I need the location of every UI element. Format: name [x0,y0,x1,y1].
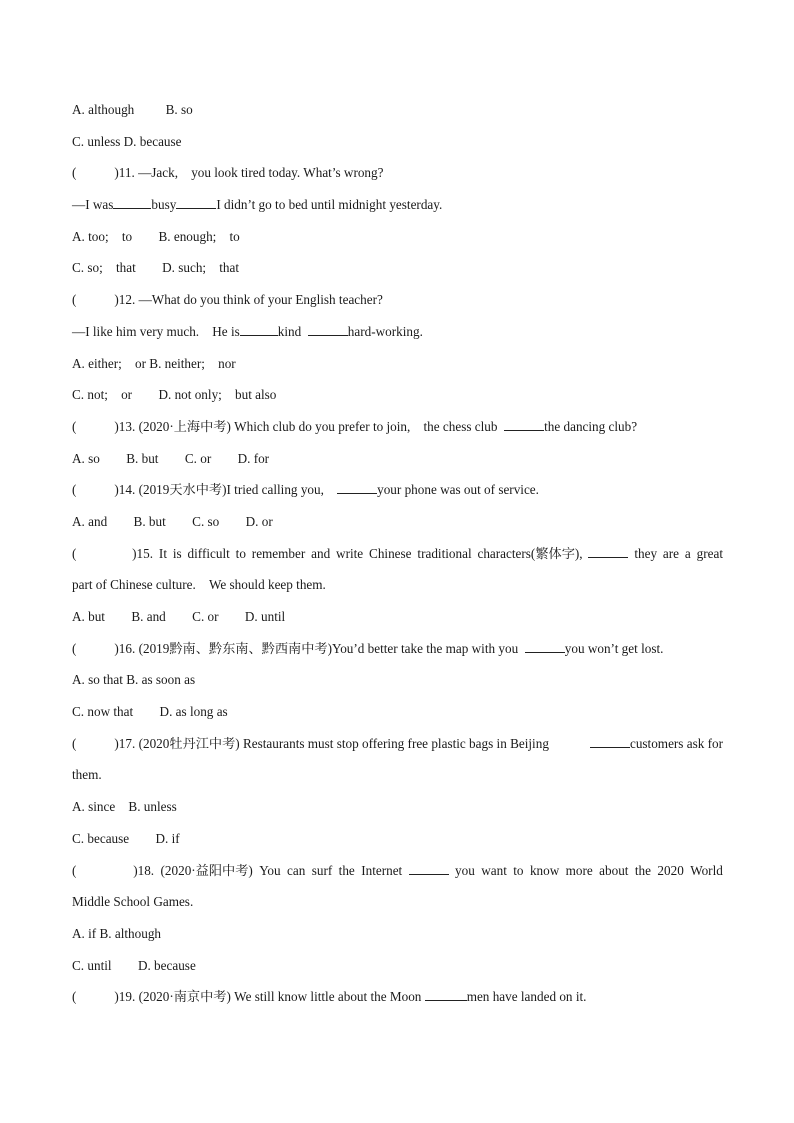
q14-stem [72,481,723,513]
q10-option-cd: C. unless D. because [72,133,182,149]
q18-stem [72,862,723,894]
blank [525,640,565,653]
blank [337,481,377,494]
q11-options-2 [72,259,723,291]
q11-stem-text: )11. —Jack, you look tired today. What’s wrong? [114,165,384,181]
answer-paren: ( [72,482,77,498]
q16-stem-b: you won’t get lost. [564,640,664,656]
worksheet-page [72,101,723,1020]
q18-word: to [513,862,524,878]
q17-stem-b: customers ask for [629,735,723,751]
q18-options-2 [72,957,723,989]
q11-options-cd: C. so; that D. such; that [72,260,240,276]
q17-stem-continued [72,766,723,798]
q18-word: want [481,862,507,878]
q17-options-ab: A. since B. unless [72,799,177,815]
q15-word: to [235,545,246,561]
answer-paren: ( [72,165,77,181]
q11-options-1 [72,228,723,260]
q18-word: more [565,862,593,878]
q12-stem-text: )12. —What do you think of your English teacher? [114,292,383,308]
q16-stem-a: )16. (2019黔南、黔东南、黔西南中考)You’d better take the map with you [114,640,519,656]
q18-options-1 [72,925,723,957]
blank [590,735,630,748]
q10-option-b: B. so [165,102,193,117]
q18-word: about [599,862,629,878]
q10-option-a: A. although [72,102,135,117]
q16-stem [72,640,723,672]
q19-stem [72,988,723,1020]
q18-word: You [259,862,281,878]
q12-response-b: kind [277,323,302,339]
q15-word: write [336,545,364,561]
blank [240,323,278,336]
q15-word: )15. [132,545,154,561]
q18-word: )18. [133,862,155,878]
answer-paren: ( [72,292,77,308]
q16-options-cd: C. now that D. as long as [72,704,228,720]
q11-response-b: busy [151,197,177,213]
blank [308,323,348,336]
q17-options-cd: C. because D. if [72,830,180,846]
q15-stem-b: part of Chinese culture. We should keep them. [72,577,326,593]
q18-word: you [455,862,475,878]
q15-word: It [158,545,167,561]
q15-word: Chinese [369,545,412,561]
q18-word: Internet [361,862,403,878]
q12-stem [72,291,723,323]
q16-options-1 [72,671,723,703]
q15-word: they [634,545,658,561]
q18-word: surf [311,862,333,878]
q18-stem-b: Middle School Games. [72,894,194,910]
answer-paren: ( [72,735,77,751]
q10-options-row-1 [72,101,723,133]
q11-response [72,196,723,228]
q13-options-text: A. so B. but C. or D. for [72,450,270,466]
answer-paren: ( [72,418,77,434]
answer-paren: ( [72,545,77,561]
q18-word: 2020 [657,862,684,878]
q18-word: World [690,862,723,878]
q18-options-ab: A. if B. although [72,925,162,941]
q13-stem-a: )13. (2020·上海中考) Which club do you prefer to join, the chess club [114,418,498,434]
q14-options [72,513,723,545]
answer-paren: ( [72,640,77,656]
q15-word: characters(繁体字), [477,545,583,561]
q17-stem-a: )17. (2020牡丹江中考) Restaurants must stop offering free plastic bags in Beijing [114,735,549,751]
q17-options-1 [72,798,723,830]
q17-stem [72,735,723,767]
q18-word: can [287,862,306,878]
q13-stem [72,418,723,450]
q11-options-ab: A. too; to B. enough; to [72,228,240,244]
blank [409,862,449,875]
q10-options-row-2 [72,133,723,165]
q18-word: know [529,862,560,878]
q15-word: remember [251,545,306,561]
q18-word: (2020·益阳中考) [160,862,253,878]
blank [425,988,467,1001]
q12-response [72,323,723,355]
q12-options-ab: A. either; or B. neither; nor [72,355,236,371]
blank [588,545,628,558]
q17-stem-c: them. [72,767,102,783]
q12-options-2 [72,386,723,418]
q15-options [72,608,723,640]
q14-stem-b: your phone was out of service. [377,482,539,498]
answer-paren: ( [72,989,77,1005]
q15-word: difficult [187,545,230,561]
q12-response-a: —I like him very much. He is [72,323,240,339]
blank [176,196,216,209]
q13-stem-b: the dancing club? [544,418,638,434]
q15-word: are [662,545,680,561]
q19-stem-a: )19. (2020·南京中考) We still know little about the Moon [114,989,422,1005]
q12-options-cd: C. not; or D. not only; but also [72,387,277,403]
q16-options-ab: A. so that B. as soon as [72,672,196,688]
q17-options-2 [72,830,723,862]
q12-response-c: hard-working. [347,323,423,339]
q15-word: traditional [417,545,472,561]
q11-response-c: I didn’t go to bed until midnight yesterday. [216,197,443,213]
q15-stem [72,545,723,577]
blank [504,418,544,431]
q18-word: the [634,862,652,878]
q11-response-a: —I was [72,197,114,213]
q13-options [72,450,723,482]
q15-word: and [311,545,331,561]
blank [113,196,151,209]
q15-word: a [684,545,691,561]
q16-options-2 [72,703,723,735]
answer-paren: ( [72,862,77,878]
q14-options-text: A. and B. but C. so D. or [72,513,273,529]
q19-stem-b: men have landed on it. [466,989,587,1005]
q18-word: the [338,862,355,878]
q15-word: is [172,545,182,561]
q15-word: great [696,545,723,561]
q18-stem-continued [72,893,723,925]
q11-stem [72,164,723,196]
q15-stem-continued [72,576,723,608]
q12-options-1 [72,355,723,387]
q15-options-text: A. but B. and C. or D. until [72,609,286,624]
q14-stem-a: )14. (2019天水中考)I tried calling you, [114,482,324,498]
q18-options-cd: C. until D. because [72,957,196,973]
